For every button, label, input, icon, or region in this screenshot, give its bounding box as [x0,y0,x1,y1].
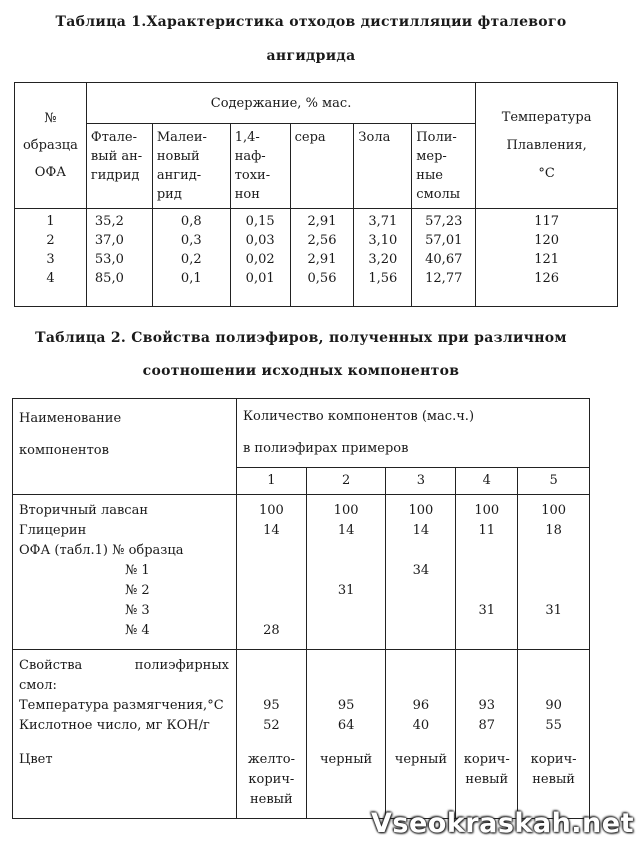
table1-header-content: Содержание, % мас. [86,83,475,124]
table2-properties-row [13,650,590,819]
table2-property-values-ex5: 90 55 корич- невый [518,650,590,819]
table2 [12,398,590,819]
table1-subheader-ash: Зола [354,124,412,209]
table1 [14,82,618,307]
table1-subheader-resins: Поли- мер- ные смолы [412,124,476,209]
table1-title-line1: Таблица 1.Характеристика отходов дистилляции фталевого [55,14,567,30]
table1-header-sample-no: № образца ОФА [15,83,87,209]
table2-property-values-ex1: 95 52 желто- корич- невый [236,650,306,819]
table1-subheader-maleic: Малеи- новый ангид- рид [152,124,230,209]
table2-components-row [13,495,590,650]
table1-subheader-phthalic: Фтале- вый ан- гидрид [86,124,152,209]
table2-component-values-ex3: 100 14 34 [386,495,456,650]
table2-example-numbers: 1 2 3 4 5 [13,468,590,495]
table2-header-quantity: Количество компонентов (мас.ч.) в полиэфирах примеров [236,399,589,468]
table2-component-labels: Вторичный лавсан Глицерин ОФА (табл.1) № образца № 1 № 2 № 3 № 4 [13,495,237,650]
table2-property-values-ex2: 95 64 черный [306,650,386,819]
table2-component-values-ex2: 100 14 31 [306,495,386,650]
table2-property-values-ex4: 93 87 корич- невый [456,650,518,819]
watermark: Vseokraskah.net [371,808,634,839]
table1-subheader-sulfur: сера [290,124,354,209]
table1-row: 3 53,0 0,2 0,02 2,91 3,20 40,67 121 [15,250,618,269]
table1-row: 2 37,0 0,3 0,03 2,56 3,10 57,01 120 [15,231,618,250]
table1-header-melting-temp: Температура Плавления, °С [476,83,618,209]
table1-title-line2: ангидрида [266,48,356,64]
table2-title-line2: соотношении исходных компонентов [142,363,460,379]
table2-component-values-ex4: 100 11 31 [456,495,518,650]
table1-row: 4 85,0 0,1 0,01 0,56 1,56 12,77 126 [15,269,618,307]
table1-row: 1 35,2 0,8 0,15 2,91 3,71 57,23 117 [15,209,618,232]
table2-property-values-ex3: 96 40 черный [386,650,456,819]
table2-header-components: Наименование компонентов [13,399,237,495]
table2-title-line1: Таблица 2. Свойства полиэфиров, полученных при различном [35,330,567,346]
table2-component-values-ex5: 100 18 31 [518,495,590,650]
table1-subheader-naphthoquinone: 1,4- наф- тохи- нон [230,124,290,209]
table2-component-values-ex1: 100 14 28 [236,495,306,650]
table2-property-labels: Свойства полиэфирных смол: Температура размягчения,°С Кислотное число, мг КОН/г Цвет [13,650,237,819]
